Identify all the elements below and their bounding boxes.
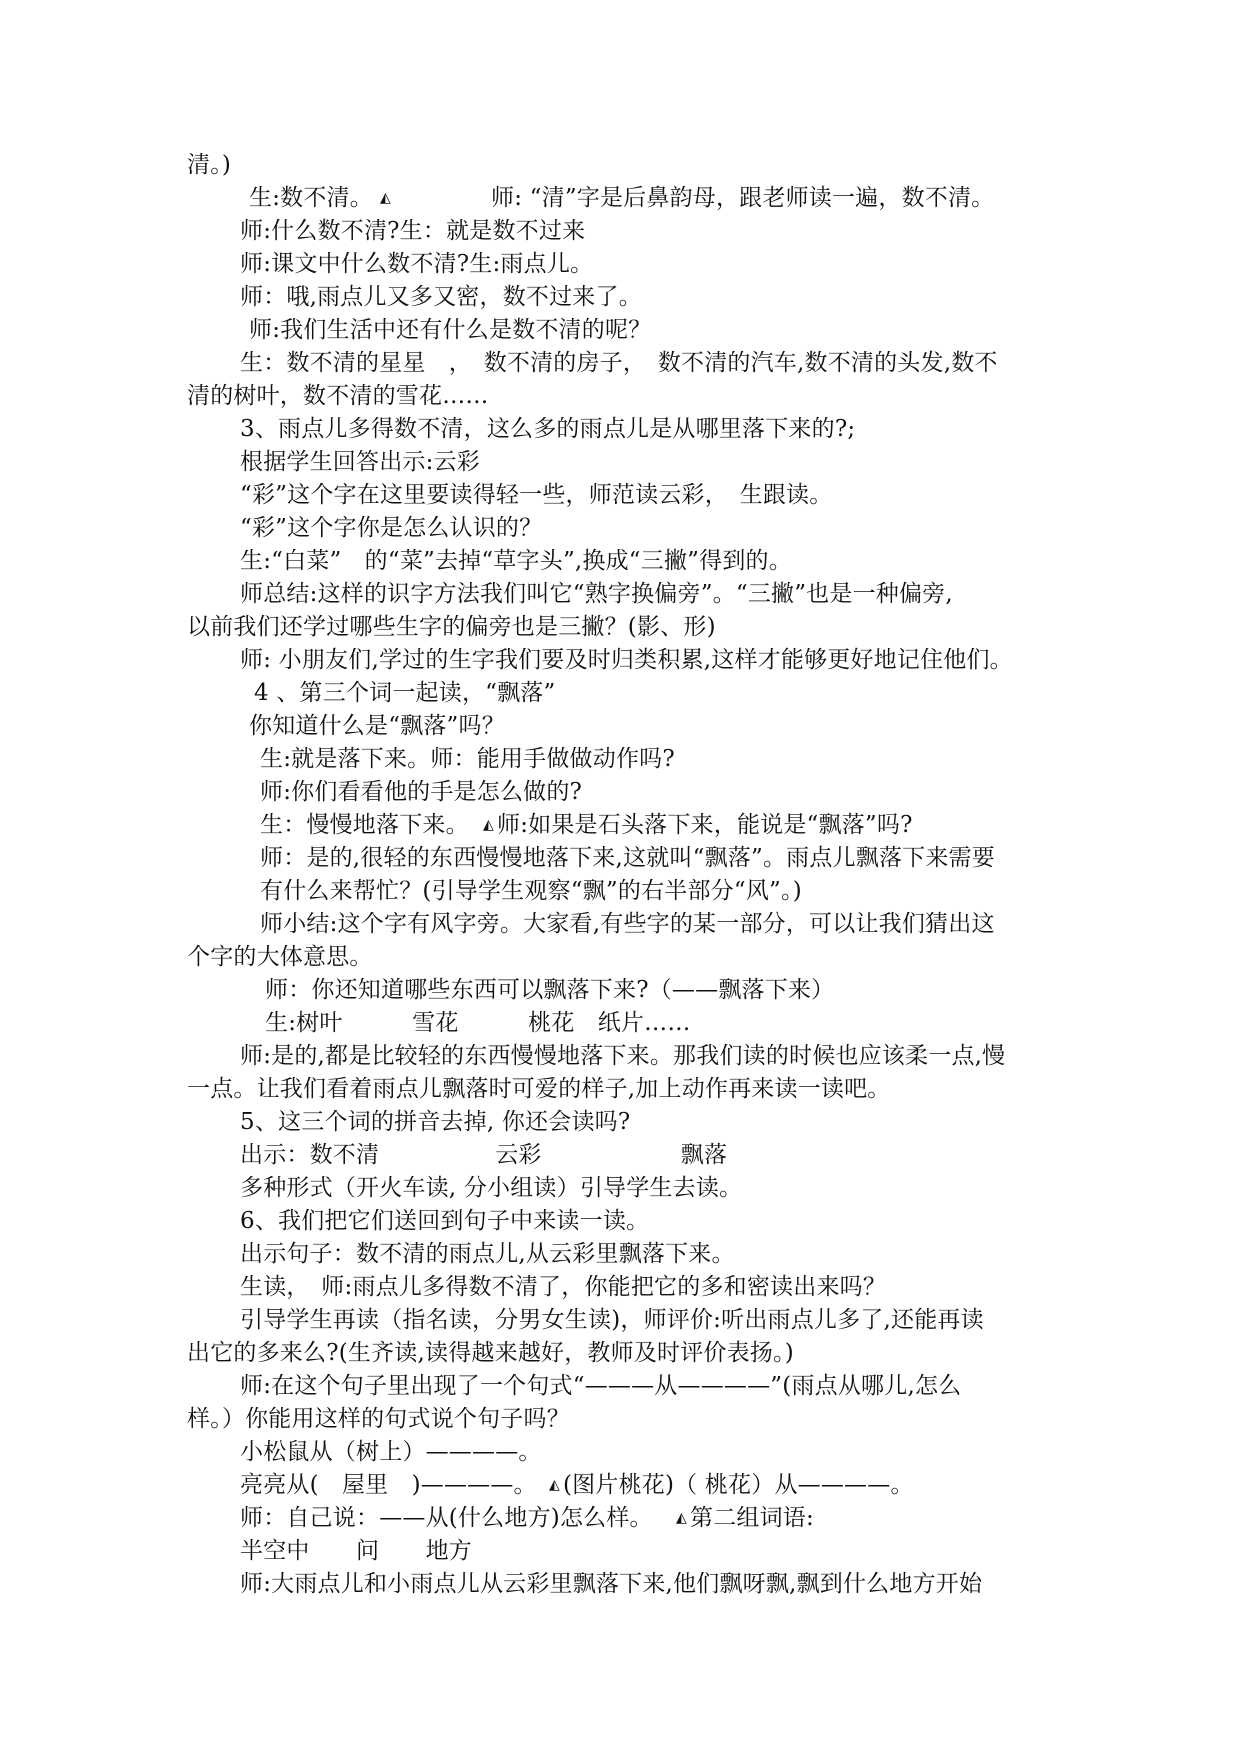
- text-line: 师:大雨点儿和小雨点儿从云彩里飘落下来,他们飘呀飘,飘到什么地方开始: [240, 1571, 983, 1597]
- text-line: 师：是的,很轻的东西慢慢地落下来,这就叫“飘落”。雨点儿飘落下来需要: [260, 845, 995, 871]
- text-line: 亮亮从( 屋里 )————。: [240, 1472, 537, 1498]
- small-mark-icon: ◭: [549, 1477, 560, 1493]
- text-line: “彩”这个字你是怎么认识的？: [240, 515, 543, 541]
- text-line: 师:什么数不清?生：就是数不过来: [240, 218, 586, 244]
- text-line: 引导学生再读（指名读，分男女生读)，师评价:听出雨点儿多了,还能再读: [240, 1307, 984, 1333]
- text-line: 师小结:这个字有风字旁。大家看,有些字的某一部分，可以让我们猜出这: [260, 911, 995, 937]
- text-line: 3、雨点儿多得数不清，这么多的雨点儿是从哪里落下来的?;: [240, 416, 856, 442]
- text-line: “彩”这个字在这里要读得轻一些，师范读云彩， 生跟读。: [240, 482, 833, 508]
- text-line: 小松鼠从（树上）————。: [240, 1439, 542, 1465]
- text-line: 4 、第三个词一起读，“飘落”: [254, 680, 556, 706]
- text-line: 出示：数不清 云彩 飘落: [240, 1142, 728, 1168]
- small-mark-icon: ◭: [483, 817, 494, 833]
- text-line: 生:数不清。: [249, 185, 373, 211]
- text-line: 5、这三个词的拼音去掉, 你还会读吗?: [240, 1109, 631, 1135]
- text-line: 样。）你能用这样的句式说个句子吗？: [187, 1406, 570, 1432]
- text-line: 半空中 问 地方: [240, 1538, 472, 1564]
- text-line: 出它的多来么?(生齐读,读得越来越好，教师及时评价表扬。): [187, 1340, 794, 1366]
- text-line: 一点。让我们看着雨点儿飘落时可爱的样子,加上动作再来读一读吧。: [187, 1076, 891, 1102]
- text-line: 师:如果是石头落下来，能说是“飘落”吗?: [497, 812, 913, 838]
- text-line: 师:在这个句子里出现了一个句式“———从————”(雨点从哪儿,怎么: [240, 1373, 962, 1399]
- text-line: 生:就是落下来。师：能用手做做动作吗?: [260, 746, 675, 772]
- text-line: 师: 小朋友们,学过的生字我们要及时归类积累,这样才能够更好地记住他们。: [240, 647, 1013, 673]
- text-line: 生：数不清的星星 ， 数不清的房子， 数不清的汽车,数不清的头发,数不: [240, 350, 998, 376]
- text-line: 师：自己说：——从(什么地方)怎么样。: [240, 1505, 653, 1531]
- text-line: 师总结:这样的识字方法我们叫它“熟字换偏旁”。“三撇”也是一种偏旁,: [240, 581, 953, 607]
- text-line: 师:你们看看他的手是怎么做的?: [260, 779, 583, 805]
- text-line: 有什么来帮忙？(引导学生观察“飘”的右半部分“风”。): [260, 878, 802, 904]
- text-line: 个字的大体意思。: [187, 944, 373, 970]
- text-line: 多种形式（开火车读, 分小组读）引导学生去读。: [240, 1175, 743, 1201]
- small-mark-icon: ◭: [676, 1510, 687, 1526]
- small-mark-icon: ◭: [380, 190, 391, 206]
- text-line: 第二组词语:: [690, 1505, 814, 1531]
- text-line: 6、我们把它们送回到句子中来读一读。: [240, 1208, 650, 1234]
- text-line: 清的树叶，数不清的雪花……: [187, 383, 489, 409]
- text-line: 生读， 师:雨点儿多得数不清了，你能把它的多和密读出来吗？: [240, 1274, 887, 1300]
- text-line: 生：慢慢地落下来。: [260, 812, 469, 838]
- text-line: 师：你还知道哪些东西可以飘落下来?（——飘落下来）: [265, 977, 835, 1003]
- text-line: 以前我们还学过哪些生字的偏旁也是三撇？(影、形): [187, 614, 716, 640]
- text-line: 师:我们生活中还有什么是数不清的呢？: [249, 317, 652, 343]
- text-line: 清。): [187, 152, 232, 178]
- text-line: 师：哦,雨点儿又多又密，数不过来了。: [240, 284, 642, 310]
- text-line: 根据学生回答出示:云彩: [240, 449, 480, 475]
- text-line: 生:树叶 雪花 桃花 纸片……: [265, 1010, 691, 1036]
- text-line: (图片桃花)（ 桃花）从————。: [563, 1472, 914, 1498]
- text-line: 生:“白菜” 的“菜”去掉“草字头”,换成“三撇”得到的。: [240, 548, 792, 574]
- text-line: 出示句子：数不清的雨点儿,从云彩里飘落下来。: [240, 1241, 735, 1267]
- text-line: 你知道什么是“飘落”吗？: [249, 713, 505, 739]
- text-line: 师:是的,都是比较轻的东西慢慢地落下来。那我们读的时候也应该柔一点,慢: [240, 1043, 1006, 1069]
- text-line: 师: “清”字是后鼻韵母，跟老师读一遍，数不清。: [491, 185, 995, 211]
- text-line: 师:课文中什么数不清?生:雨点儿。: [240, 251, 594, 277]
